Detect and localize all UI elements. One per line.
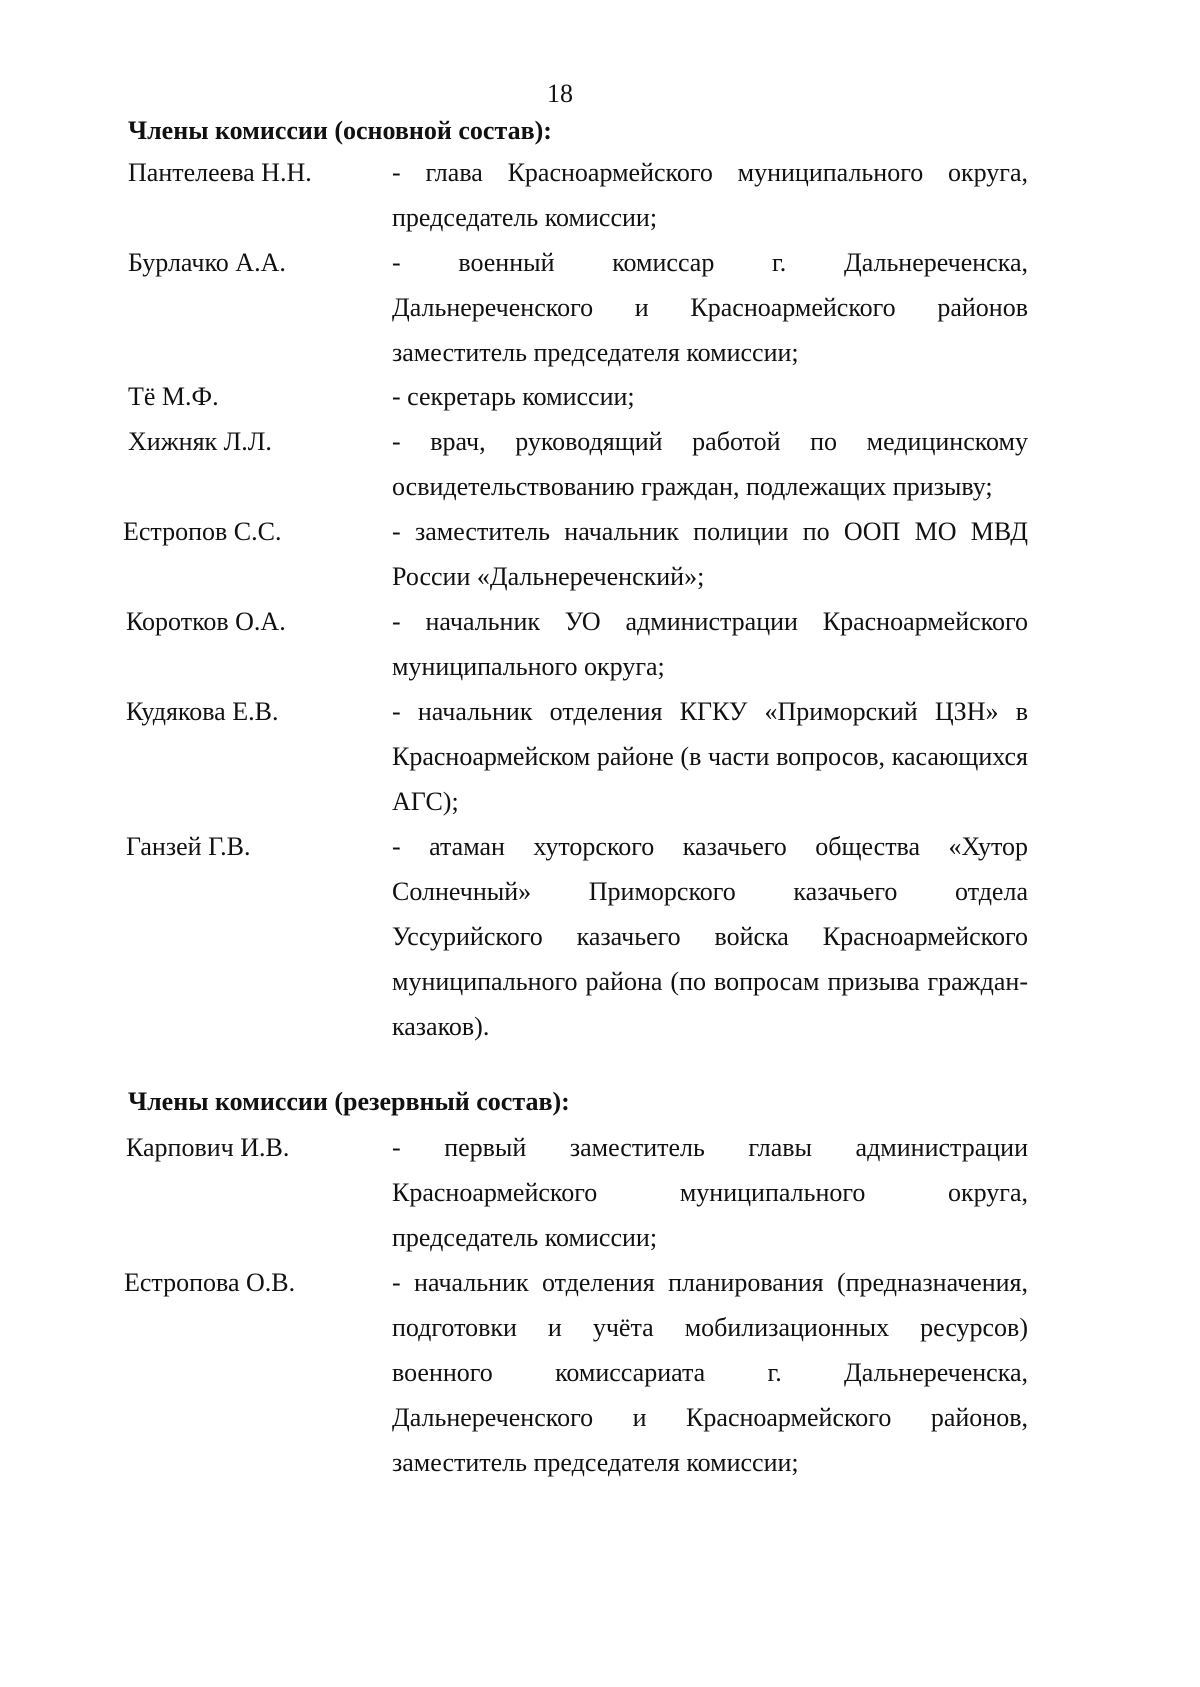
member-role: - начальник отделения КГКУ «Приморский ЦЗН» в Красноармейском районе (в части вопросов, касающихся АГС); — [392, 697, 1028, 816]
page-number: 18 — [547, 79, 573, 108]
member-name: Ганзей Г.В. — [126, 832, 251, 861]
member-name: Бурлачко А.А. — [128, 248, 286, 277]
member-role: - военный комиссар г. Дальнереченска, Дальнереченского и Красноармейского районов заместитель председателя комиссии; — [392, 248, 1028, 367]
member-role: - первый заместитель главы администрации Красноармейского муниципального округа, председатель комиссии; — [392, 1133, 1028, 1252]
member-role: - глава Красноармейского муниципального округа, председатель комиссии; — [392, 158, 1028, 232]
member-name: Тё М.Ф. — [128, 382, 219, 411]
member-name: Пантелеева Н.Н. — [128, 158, 312, 187]
member-role: - начальник УО администрации Красноармейского муниципального округа; — [392, 607, 1028, 681]
member-role: - атаман хуторского казачьего общества «Хутор Солнечный» Приморского казачьего отдела Уссурийского казачьего войска Красноармейского муниципального района (по вопросам призыва граждан-казаков). — [392, 832, 1028, 1041]
member-role: - заместитель начальник полиции по ООП МО МВД России «Дальнереченский»; — [392, 517, 1028, 591]
member-role: - секретарь комиссии; — [392, 382, 635, 411]
main-members-heading: Члены комиссии (основной состав): — [128, 116, 552, 145]
reserve-members-heading: Члены комиссии (резервный состав): — [128, 1087, 570, 1116]
member-role: - врач, руководящий работой по медицинскому освидетельствованию граждан, подлежащих призыву; — [392, 427, 1028, 501]
member-name: Хижняк Л.Л. — [128, 427, 272, 456]
member-name: Коротков О.А. — [126, 607, 286, 636]
member-role: - начальник отделения планирования (предназначения, подготовки и учёта мобилизационных ресурсов) военного комиссариата г. Дальнереченска, Дальнереченского и Красноармейского районов, заместитель председателя комиссии; — [392, 1268, 1028, 1477]
member-name: Естропов С.С. — [123, 517, 282, 546]
member-name: Естропова О.В. — [124, 1268, 296, 1297]
member-name: Карпович И.В. — [126, 1133, 290, 1162]
member-name: Кудякова Е.В. — [126, 697, 279, 726]
